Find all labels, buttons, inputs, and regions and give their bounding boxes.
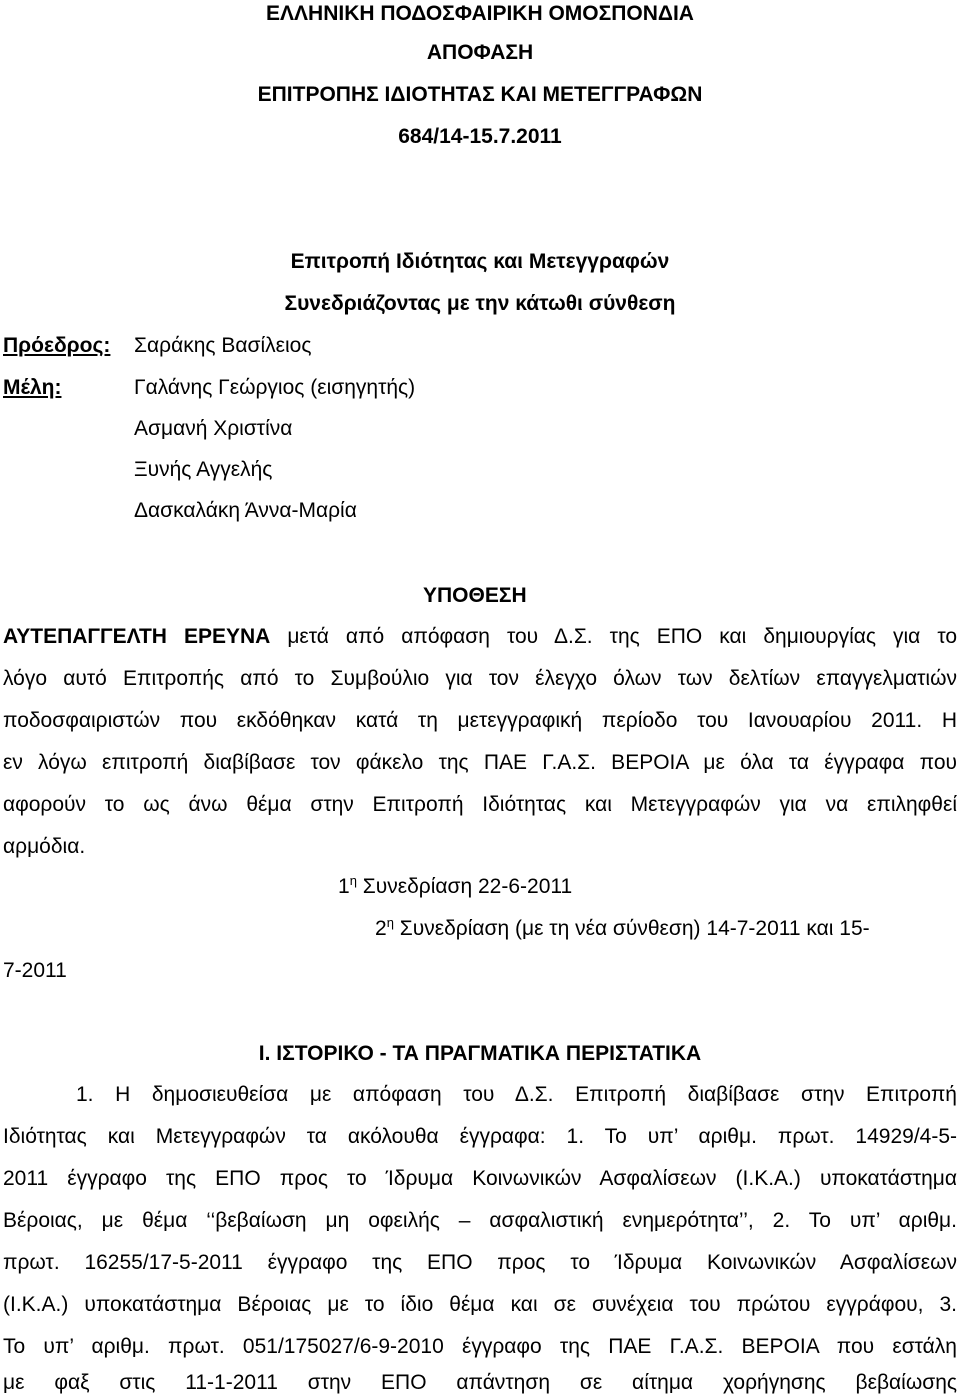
session-1: $1^\eta$ Συνεδρίαση 22-6-2011 bbox=[338, 873, 573, 898]
case-text-line: ΑΥΤΕΠΑΓΓΕΛΤΗ ΕΡΕΥΝΑ μετά από απόφαση του Δ.Σ. της ΕΠΟ και δημιουργίας για το bbox=[3, 625, 957, 648]
section-text-line: (Ι.Κ.Α.) υποκατάστημα Βέροιας με το ίδιο θέμα και σε συνέχεια του πρώτου εγγράφου, 3. bbox=[3, 1293, 957, 1316]
session-2-continuation: 7-2011 bbox=[3, 959, 67, 982]
section-heading: Ι. ΙΣΤΟΡΙΚΟ - ΤΑ ΠΡΑΓΜΑΤΙΚΑ ΠΕΡΙΣΤΑΤΙΚΑ bbox=[258, 1042, 702, 1065]
session-2: $2^\eta$ Συνεδρίαση (με τη νέα σύνθεση) 14-7-2011 και 15- bbox=[375, 915, 870, 940]
session-composition-intro: Συνεδριάζοντας με την κάτωθι σύνθεση bbox=[284, 292, 676, 315]
member-name: Ασμανή Χριστίνα bbox=[134, 417, 293, 440]
section-text-line: με φαξ στις 11-1-2011 στην ΕΠΟ απάντηση σε αίτημα χορήγησης βεβαίωσης bbox=[3, 1371, 957, 1394]
document-type: ΑΠΟΦΑΣΗ bbox=[426, 41, 534, 64]
case-text-line: ποδοσφαιριστών που εκδόθηκαν κατά τη μετεγγραφική περίοδο του Ιανουαρίου 2011. Η bbox=[3, 709, 957, 732]
section-text-line: πρωτ. 16255/17-5-2011 έγγραφο της ΕΠΟ προς το Ίδρυμα Κοινωνικών Ασφαλίσεων bbox=[3, 1251, 957, 1274]
case-text-line: λόγο αυτό Επιτροπής από το Συμβούλιο για τον έλεγχο όλων των δελτίων επαγγελματιών bbox=[3, 667, 957, 690]
member-name: Ξυνής Αγγελής bbox=[134, 458, 273, 481]
decision-number: 684/14-15.7.2011 bbox=[398, 125, 562, 148]
section-text-line: Το υπ’ αριθμ. πρωτ. 051/175027/6-9-2010 έγγραφο της ΠΑΕ Γ.Α.Σ. ΒΕΡΟΙΑ που εστάλη bbox=[3, 1335, 957, 1358]
case-text-line: εν λόγω επιτροπή διαβίβασε τον φάκελο της ΠΑΕ Γ.Α.Σ. ΒΕΡΟΙΑ με όλα τα έγγραφα που bbox=[3, 751, 957, 774]
members-label: Μέλη: bbox=[3, 376, 62, 399]
section-text-line: Βέροιας, με θέμα ‘‘βεβαίωση μη οφειλής – ασφαλιστική ενημερότητα’’, 2. Το υπ’ αριθμ. bbox=[3, 1209, 957, 1232]
case-heading: ΥΠΟΘΕΣΗ bbox=[423, 584, 527, 607]
case-text-line: αρμόδια. bbox=[3, 835, 86, 858]
section-text-line: Ιδιότητας και Μετεγγραφών τα ακόλουθα έγγραφα: 1. Το υπ’ αριθμ. πρωτ. 14929/4-5- bbox=[3, 1125, 957, 1148]
president-label: Πρόεδρος: bbox=[3, 334, 111, 357]
federation-title: ΕΛΛΗΝΙΚΗ ΠΟΔΟΣΦΑΙΡΙΚΗ ΟΜΟΣΠΟΝΔΙΑ bbox=[266, 2, 694, 25]
section-text-line: 2011 έγγραφο της ΕΠΟ προς το Ίδρυμα Κοινωνικών Ασφαλίσεων (Ι.Κ.Α.) υποκατάστημα bbox=[3, 1167, 957, 1190]
member-name: Γαλάνης Γεώργιος (εισηγητής) bbox=[134, 376, 416, 399]
case-text-line: αφορούν το ως άνω θέμα στην Επιτροπή Ιδιότητας και Μετεγγραφών για να επιληφθεί bbox=[3, 793, 957, 816]
president-name: Σαράκης Βασίλειος bbox=[134, 334, 312, 357]
section-text-line: 1. Η δημοσιευθείσα με απόφαση του Δ.Σ. Επιτροπή διαβίβασε στην Επιτροπή bbox=[76, 1083, 957, 1106]
member-name: Δασκαλάκη Άννα-Μαρία bbox=[134, 499, 357, 522]
committee-name: ΕΠΙΤΡΟΠΗΣ ΙΔΙΟΤΗΤΑΣ ΚΑΙ ΜΕΤΕΓΓΡΑΦΩΝ bbox=[257, 83, 703, 106]
committee-title: Επιτροπή Ιδιότητας και Μετεγγραφών bbox=[290, 250, 670, 273]
